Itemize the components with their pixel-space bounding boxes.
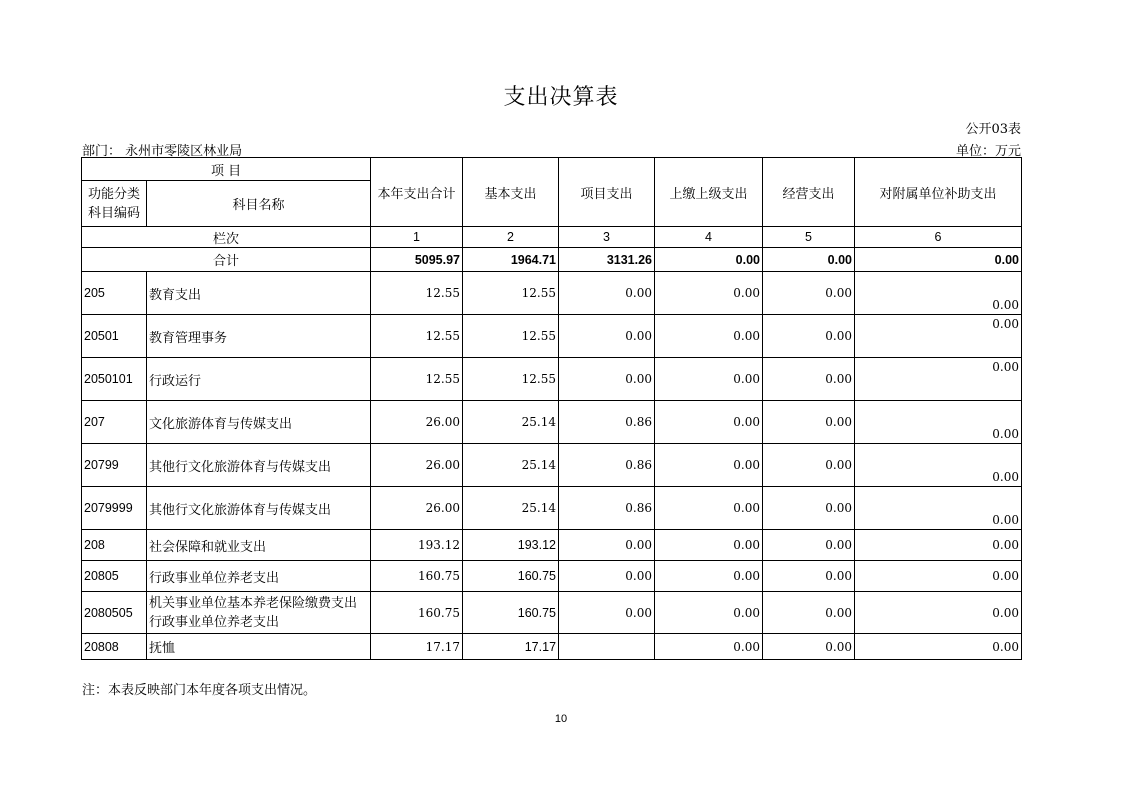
- func-code: 20805: [82, 561, 147, 592]
- cell-value: 0.00: [559, 315, 655, 358]
- table-row: [82, 561, 1022, 592]
- cell-value: 0.00: [763, 401, 855, 444]
- header-col-operating: 经营支出: [763, 158, 855, 227]
- cell-value: 0.00: [655, 634, 763, 660]
- col-number: 2: [463, 227, 559, 248]
- cell-value: 0.00: [855, 634, 1022, 660]
- cell-value: 0.00: [855, 530, 1022, 561]
- cell-value: 0.00: [855, 561, 1022, 592]
- subject-name: 行政运行: [147, 358, 371, 401]
- cell-value: 12.55: [371, 272, 463, 315]
- func-code: 20501: [82, 315, 147, 358]
- col-number: 4: [655, 227, 763, 248]
- subject-name: 行政事业单位养老支出: [147, 561, 371, 592]
- cell-value: 0.00: [655, 561, 763, 592]
- cell-value: 0.00: [559, 272, 655, 315]
- cell-value: 0.00: [655, 315, 763, 358]
- col-number: 1: [371, 227, 463, 248]
- cell-value: 12.55: [371, 358, 463, 401]
- table-row: [82, 487, 1022, 530]
- subject-name: 教育支出: [147, 272, 371, 315]
- col-number: 3: [559, 227, 655, 248]
- cell-value: 26.00: [371, 487, 463, 530]
- cell-value: 0.00: [559, 592, 655, 634]
- cell-value: 0.00: [763, 315, 855, 358]
- cell-value: 0.00: [655, 444, 763, 487]
- table-row: [82, 634, 1022, 660]
- total-value: 0.00: [763, 248, 855, 272]
- cell-value: 0.00: [559, 530, 655, 561]
- form-number: 公开03表: [965, 122, 1021, 137]
- header-col-project: 项目支出: [559, 158, 655, 227]
- cell-value: 0.00: [655, 358, 763, 401]
- page-title: 支出决算表: [503, 85, 619, 110]
- cell-value: 0.00: [655, 272, 763, 315]
- row-number-label: 栏次: [82, 227, 371, 248]
- table-row: [82, 358, 1022, 401]
- subject-name: 其他行文化旅游体育与传媒支出: [147, 487, 371, 530]
- total-row: [82, 248, 1022, 272]
- func-code: 20808: [82, 634, 147, 660]
- cell-value: 0.00: [763, 487, 855, 530]
- func-code: 205: [82, 272, 147, 315]
- cell-value: 193.12: [371, 530, 463, 561]
- header-project: 项 目: [82, 158, 371, 181]
- func-code: 2080505: [82, 592, 147, 634]
- header-col-remit: 上缴上级支出: [655, 158, 763, 227]
- cell-value: 160.75: [371, 561, 463, 592]
- cell-value: 12.55: [463, 358, 559, 401]
- table-row: [82, 530, 1022, 561]
- cell-value: 0.00: [763, 592, 855, 634]
- col-number: 5: [763, 227, 855, 248]
- cell-value: 0.00: [763, 530, 855, 561]
- func-code: 208: [82, 530, 147, 561]
- header-col-basic: 基本支出: [463, 158, 559, 227]
- total-value: 3131.26: [559, 248, 655, 272]
- cell-value: 0.00: [559, 358, 655, 401]
- expenditure-table: [81, 157, 1022, 660]
- department-label: 部门： 永州市零陵区林业局: [82, 144, 243, 159]
- subject-name: 文化旅游体育与传媒支出: [147, 401, 371, 444]
- cell-value: 25.14: [463, 444, 559, 487]
- cell-value: 0.00: [855, 272, 1022, 315]
- cell-value: 17.17: [463, 634, 559, 660]
- page-number: 10: [554, 713, 568, 725]
- cell-value: 0.00: [655, 530, 763, 561]
- table-note: 注：本表反映部门本年度各项支出情况。: [82, 683, 317, 698]
- cell-value: 0.86: [559, 487, 655, 530]
- cell-value: 0.00: [763, 272, 855, 315]
- cell-value: 26.00: [371, 444, 463, 487]
- cell-value: 0.00: [855, 444, 1022, 487]
- cell-value: 0.00: [559, 561, 655, 592]
- cell-value: 160.75: [463, 561, 559, 592]
- cell-value: 160.75: [371, 592, 463, 634]
- cell-value: [559, 634, 655, 660]
- cell-value: 25.14: [463, 487, 559, 530]
- cell-value: 0.00: [655, 592, 763, 634]
- table-row: [82, 444, 1022, 487]
- cell-value: 12.55: [463, 272, 559, 315]
- table-row: [82, 401, 1022, 444]
- table-row: [82, 315, 1022, 358]
- total-value: 0.00: [855, 248, 1022, 272]
- cell-value: 12.55: [371, 315, 463, 358]
- total-value: 1964.71: [463, 248, 559, 272]
- total-label: 合计: [82, 248, 371, 272]
- cell-value: 0.00: [763, 634, 855, 660]
- subject-name: 社会保障和就业支出: [147, 530, 371, 561]
- func-code: 207: [82, 401, 147, 444]
- cell-value: 0.00: [763, 444, 855, 487]
- cell-value: 12.55: [463, 315, 559, 358]
- subject-name: 机关事业单位基本养老保险缴费支出行政事业单位养老支出: [147, 592, 371, 634]
- func-code: 2050101: [82, 358, 147, 401]
- func-code: 20799: [82, 444, 147, 487]
- total-value: 5095.97: [371, 248, 463, 272]
- unit-label: 单位：万元: [955, 144, 1021, 159]
- cell-value: 0.00: [763, 561, 855, 592]
- cell-value: 0.00: [855, 592, 1022, 634]
- cell-value: 0.00: [655, 487, 763, 530]
- cell-value: 0.00: [855, 358, 1022, 401]
- cell-value: 0.00: [763, 358, 855, 401]
- subject-name: 其他行文化旅游体育与传媒支出: [147, 444, 371, 487]
- header-subject-name: 科目名称: [147, 181, 371, 227]
- header-func-code: 功能分类科目编码: [82, 181, 147, 227]
- subject-name: 抚恤: [147, 634, 371, 660]
- cell-value: 0.00: [855, 401, 1022, 444]
- table-row: [82, 272, 1022, 315]
- cell-value: 0.86: [559, 401, 655, 444]
- cell-value: 26.00: [371, 401, 463, 444]
- cell-value: 0.86: [559, 444, 655, 487]
- cell-value: 17.17: [371, 634, 463, 660]
- header-col-subsidy: 对附属单位补助支出: [855, 158, 1022, 227]
- cell-value: 0.00: [655, 401, 763, 444]
- func-code: 2079999: [82, 487, 147, 530]
- total-value: 0.00: [655, 248, 763, 272]
- cell-value: 0.00: [855, 487, 1022, 530]
- header-col-total: 本年支出合计: [371, 158, 463, 227]
- cell-value: 193.12: [463, 530, 559, 561]
- table-row: [82, 592, 1022, 634]
- cell-value: 160.75: [463, 592, 559, 634]
- cell-value: 0.00: [855, 315, 1022, 358]
- cell-value: 25.14: [463, 401, 559, 444]
- subject-name: 教育管理事务: [147, 315, 371, 358]
- col-number: 6: [855, 227, 1022, 248]
